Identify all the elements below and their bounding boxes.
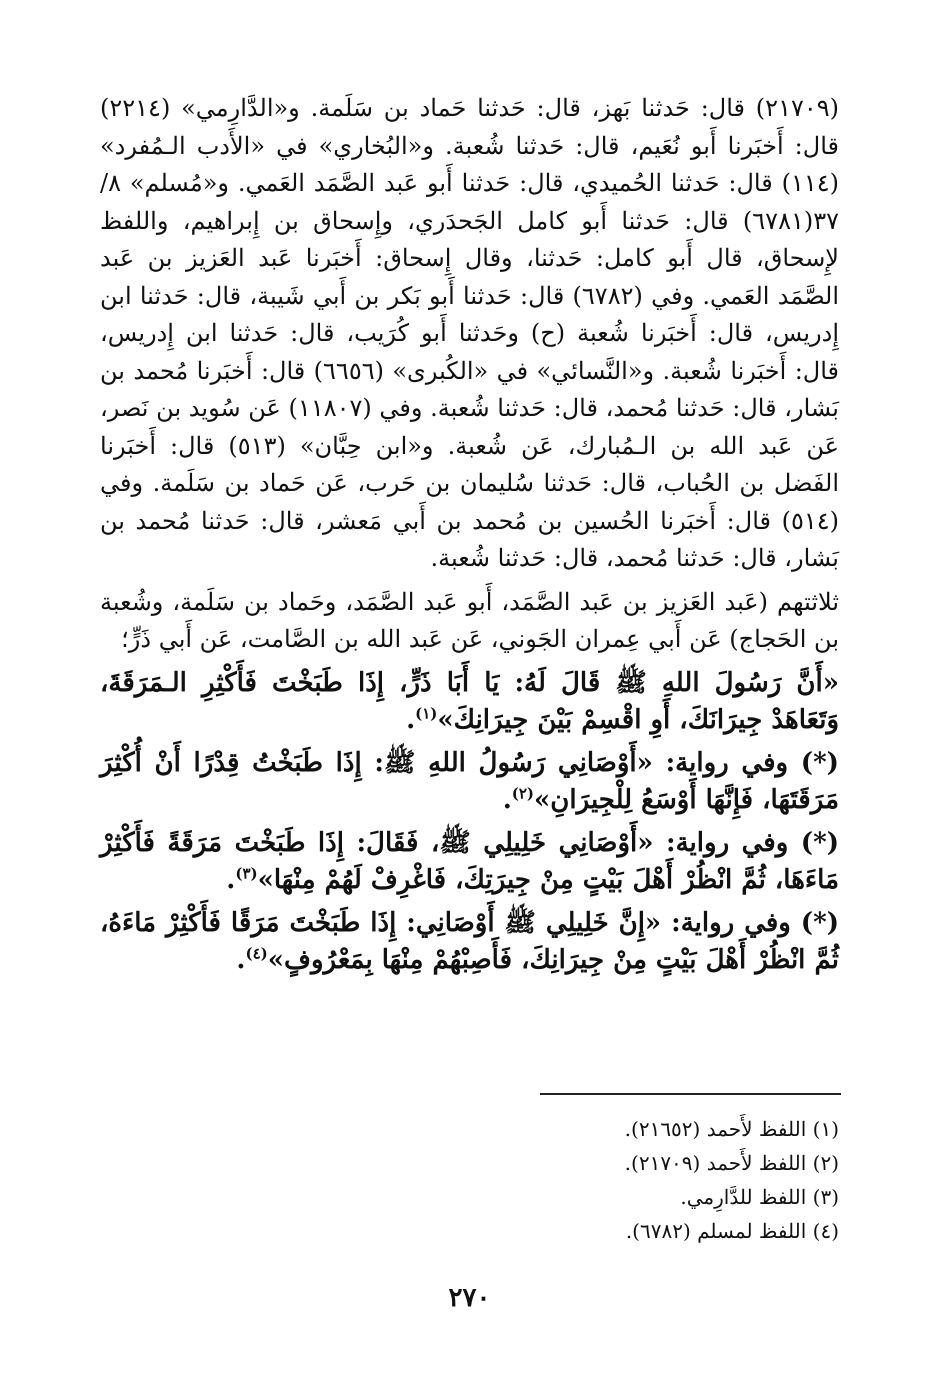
footnotes xyxy=(100,1112,839,1248)
takhrij-paragraph: (٢١٧٠٩) قال: حَدثنا بَهز، قال: حَدثنا حَماد بن سَلَمة. و«الدَّارِمي» (٢٢١٤) قال: أَخبَرنا أَبو نُعَيم، قال: حَدثنا شُعبة. و«البُخاري» في «الأَدب الـمُفرد» (١١٤) قال: حَدثنا الحُميدي، قال: حَدثنا أَبو عَبد الصَّمَد العَمي. و«مُسلم» ٨/ ٣٧(٦٧٨١) قال: حَدثنا أَبو كامل الجَحدَري، وإِسحاق بن إِبراهيم، واللفظ لإِسحاق، قال أَبو كامل: حَدثنا، وقال إِسحاق: أَخبَرنا عَبد العَزيز بن عَبد الصَّمَد العَمي. وفي (٦٧٨٢) قال: حَدثنا أَبو بَكر بن أَبي شَيبة، قال: حَدثنا ابن إِدريس، قال: أَخبَرنا شُعبة (ح) وحَدثنا أَبو كُرَيب، قال: حَدثنا ابن إِدريس، قال: أَخبَرنا شُعبة. و«النَّسائي» في «الكُبرى» (٦٦٥٦) قال: أَخبَرنا مُحمد بن بَشار، قال: حَدثنا مُحمد، قال: حَدثنا شُعبة. وفي (١١٨٠٧) عَن سُويد بن نَصر، عَن عَبد الله بن الـمُبارك، عَن شُعبة. و«ابن حِبَّان» (٥١٣) قال: أَخبَرنا الفَضل بن الحُباب، قال: حَدثنا سُليمان بن حَرب، عَن حَماد بن سَلَمة. وفي (٥١٤) قال: أَخبَرنا الحُسين بن مُحمد بن أَبي مَعشر، قال: حَدثنا مُحمد بن بَشار، قال: حَدثنا مُحمد، قال: حَدثنا شُعبة. xyxy=(100,94,840,572)
hadith-variant: (*) وفي رواية: «أَوْصَانِي رَسُولُ اللهِ ﷺ: إِذَا طَبَخْتُ قِدْرًا أَنْ أُكْثِرَ مَرَقَتَهَا، فَإِنَّهَا أَوْسَعُ لِلْجِيرَانِ»$^{(٢)}$. xyxy=(100,747,839,815)
isnad-paragraph: ثلاثتهم (عَبد العَزيز بن عَبد الصَّمَد، أَبو عَبد الصَّمَد، وحَماد بن سَلَمة، وشُعبة بن الحَجاج) عَن أَبي عِمران الجَوني، عَن عَبد الله بن الصَّامت، عَن أَبي ذَرٍّ؛ xyxy=(100,587,839,653)
page-body xyxy=(100,90,839,979)
footnote: (٣) اللفظ للدَّارِمي. xyxy=(680,1185,839,1209)
page-number: ٢٧٠ xyxy=(448,1283,491,1313)
hadith-variant-text: (*) وفي رواية: «أَوْصَانِي خَلِيلِي ﷺ، فَقَالَ: إِذَا طَبَخْتَ مَرَقَةً فَأَكْثِرْ مَاءَهَا، ثُمَّ انْظُرْ أَهْلَ بَيْتٍ مِنْ جِيرَتِكَ، فَاغْرِفْ لَهُمْ مِنْهَا» xyxy=(100,827,839,895)
footnote: (١) اللفظ لأَحمد (٢١٦٥٢). xyxy=(624,1117,839,1141)
hadith-variant: (*) وفي رواية: «إِنَّ خَلِيلِي ﷺ أَوْصَانِي: إِذَا طَبَخْتَ مَرَقًا فَأَكْثِرْ مَاءَهُ، ثُمَّ انْظُرْ أَهْلَ بَيْتٍ مِنْ جِيرَانِكَ، فَأَصِبْهُمْ مِنْهَا بِمَعْرُوفٍ»$^{(٤)}$. xyxy=(100,907,839,975)
hadith-text: «أَنَّ رَسُولَ اللهِ ﷺ قَالَ لَهُ: يَا أَبَا ذَرٍّ، إِذَا طَبَخْتَ فَأَكْثِرِ الـمَرَقَةَ، وَتَعَاهَدْ جِيرَانَكَ، أَوِ اقْسِمْ بَيْنَ جِيرَانِكَ»$^{(١)}$. xyxy=(100,667,839,735)
hadith-variant-text: «أَنَّ رَسُولَ اللهِ ﷺ قَالَ لَهُ: يَا أَبَا ذَرٍّ، إِذَا طَبَخْتَ فَأَكْثِرِ الـمَرَقَةَ، وَتَعَاهَدْ جِيرَانَكَ، أَوِ اقْسِمْ بَيْنَ جِيرَانِكَ» xyxy=(100,667,839,735)
hadith-variant-text: (*) وفي رواية: «إِنَّ خَلِيلِي ﷺ أَوْصَانِي: إِذَا طَبَخْتَ مَرَقًا فَأَكْثِرْ مَاءَهُ، ثُمَّ انْظُرْ أَهْلَ بَيْتٍ مِنْ جِيرَانِكَ، فَأَصِبْهُمْ مِنْهَا بِمَعْرُوفٍ» xyxy=(100,907,839,975)
hadith-variant: (*) وفي رواية: «أَوْصَانِي خَلِيلِي ﷺ، فَقَالَ: إِذَا طَبَخْتَ مَرَقَةً فَأَكْثِرْ مَاءَهَا، ثُمَّ انْظُرْ أَهْلَ بَيْتٍ مِنْ جِيرَتِكَ، فَاغْرِفْ لَهُمْ مِنْهَا»$^{(٣)}$. xyxy=(100,827,839,895)
hadith-variant-text: (*) وفي رواية: «أَوْصَانِي رَسُولُ اللهِ ﷺ: إِذَا طَبَخْتُ قِدْرًا أَنْ أُكْثِرَ مَرَقَتَهَا، فَإِنَّهَا أَوْسَعُ لِلْجِيرَانِ» xyxy=(100,747,839,815)
footnote: (٤) اللفظ لمسلم (٦٧٨٢). xyxy=(625,1219,839,1243)
footnote-marker: (٣) xyxy=(235,863,258,882)
footnote-divider xyxy=(540,1093,841,1095)
footnote: (٢) اللفظ لأَحمد (٢١٧٠٩). xyxy=(624,1151,839,1175)
footnote-marker: (٢) xyxy=(511,783,535,802)
footnote-marker: (١) xyxy=(415,703,438,722)
footnote-marker: (٤) xyxy=(245,943,268,962)
